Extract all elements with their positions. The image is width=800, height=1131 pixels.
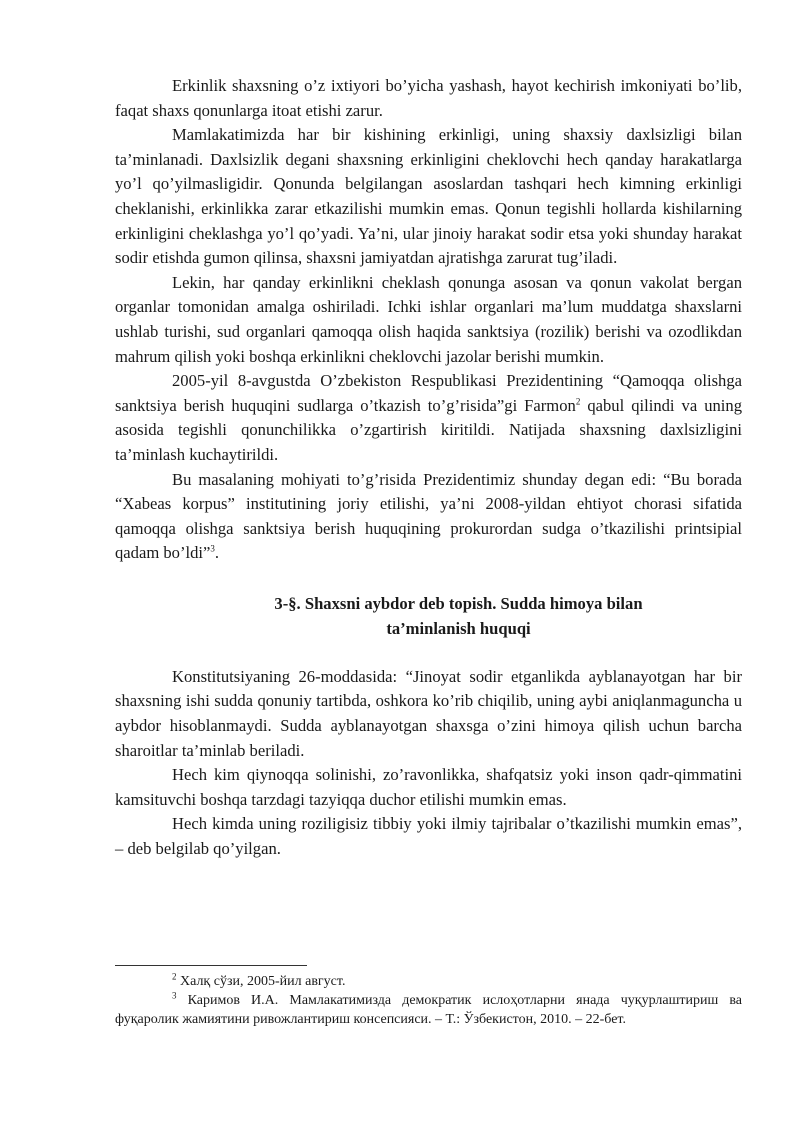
document-body — [115, 74, 742, 862]
paragraph-5-text-a: Bu masalaning mohiyati to’g’risida Prezidentimiz shunday degan edi: “Bu borada “Xabeas korpus” institutining joriy etilishi, ya’ni 2008-yildan ehtiyot chorasi sifatida qamoqqa olishga sanktsiya berish huquqining prokurordan sudga o’tkazilishi printsipial qadam bo’ldi” — [115, 469, 742, 563]
footnote-3-text: Каримов И.А. Мамлакатимизда демократик ислоҳотларни янада чуқурлаштириш ва фуқаролик жамиятини ривожлантириш консепсияси. – Т.: Ўзбекистон, 2010. – 22-бет. — [115, 993, 742, 1027]
paragraph-2: Mamlakatimizda har bir kishining erkinligi, uning shaxsiy daxlsizligi bilan ta’minlanadi. Daxlsizlik degani shaxsning erkinligini cheklovchi hech qanday harakatlarga yo’l qo’yilmasligidir. Qonunda belgilangan asoslardan tashqari hech kimning erkinligi cheklanishi, erkinlikka zarar etkazilishi mumkin emas. Qonun tegishli hollarda kishilarning erkinligini cheklashga yo’l qo’yadi. Ya’ni, ular jinoiy harakat sodir etsa yoki shunday harakat sodir etishda gumon qilinsa, shaxsni jamiyatdan ajratishga zarurat tug’iladi. — [115, 125, 742, 268]
paragraph-4 — [115, 369, 742, 467]
section-heading — [115, 591, 742, 641]
footnote-2-text: Халқ сўзи, 2005-йил август. — [176, 974, 346, 989]
footnote-ref-2[interactable]: 2 — [575, 396, 581, 407]
paragraph-3: Lekin, har qanday erkinlikni cheklash qonunga asosan va qonun vakolat bergan organlar tomonidan amalga oshiriladi. Ichki ishlar organlari ma’lum muddatga shaxslarni ushlab turishi, sud organlari qamoqqa olish haqida sanktsiya (rozilik) berishi va ozodlikdan mahrum qilish yoki boshqa erkinlikni cheklovchi jazolar berishi mumkin. — [115, 272, 742, 366]
paragraph-4-text-b: qabul qilindi va uning asosida tegishli qonunchilikka o’zgartirish kiritildi. Natijada shaxsning daxlsizligini ta’minlash kuchaytirildi. — [115, 395, 742, 464]
footnote-2 — [115, 972, 742, 991]
footnote-ref-3[interactable]: 3 — [210, 543, 215, 554]
paragraph-8: Hech kimda uning roziligisiz tibbiy yoki ilmiy tajribalar o’tkazilishi mumkin emas”, – deb belgilab qo’yilgan. — [115, 814, 742, 859]
paragraph-5-text-b: . — [214, 543, 220, 563]
footnotes — [115, 965, 742, 1029]
footnote-mark-3: 3 — [172, 990, 177, 1001]
paragraph-7: Hech kim qiynoqqa solinishi, zo’ravonlikka, shafqatsiz yoki inson qadr-qimmatini kamsituvchi boshqa tarzdagi tazyiqqa duchor etilishi mumkin emas. — [115, 765, 742, 809]
section-heading-line-2: ta’minlanish huquqi — [386, 618, 531, 638]
paragraph-4-text-a: 2005-yil 8-avgustda O’zbekiston Respublikasi Prezidentining “Qamoqqa olishga sanktsiya berish huquqini sudlarga o’tkazish to’g’risida”gi Farmon — [115, 371, 742, 415]
footnote-3 — [115, 991, 742, 1029]
paragraph-6: Konstitutsiyaning 26-moddasida: “Jinoyat sodir etganlikda ayblanayotgan har bir shaxsning ishi sudda qonuniy tartibda, oshkora ko’rib chiqilib, uning aybi aniqlanmaguncha u aybdor hisoblanmaydi. Sudda ayblanayotgan shaxsga o’zini himoya qilish uchun barcha sharoitlar ta’minlab beriladi. — [115, 666, 742, 760]
paragraph-1: Erkinlik shaxsning o’z ixtiyori bo’yicha yashash, hayot kechirish imkoniyati bo’lib, faqat shaxs qonunlarga itoat etishi zarur. — [115, 76, 742, 120]
footnote-mark-2: 2 — [172, 971, 177, 982]
section-heading-line-1: 3-§. Shaxsni aybdor deb topish. Sudda himoya bilan — [274, 593, 643, 613]
footnote-separator — [115, 965, 307, 966]
paragraph-5 — [115, 468, 742, 566]
